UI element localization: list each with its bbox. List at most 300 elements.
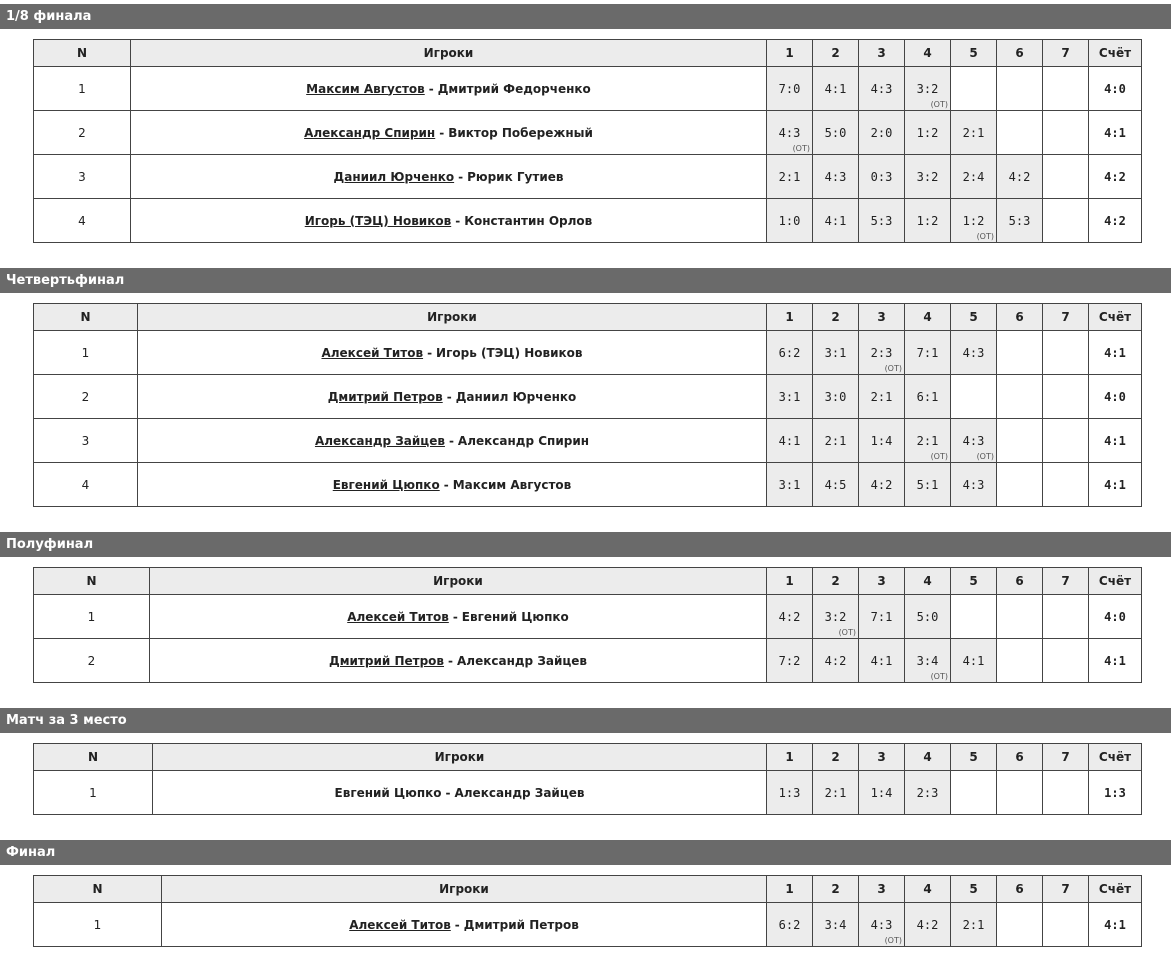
game-score [767, 595, 813, 639]
player-winner-link[interactable]: Дмитрий Петров [327, 389, 443, 404]
game-score-value: 2:1 [824, 785, 847, 800]
game-score-value: 4:1 [962, 653, 985, 668]
game-score [813, 331, 859, 375]
match-players [131, 111, 767, 155]
game-score-value: 4:1 [824, 81, 847, 96]
header-game: 4 [905, 744, 951, 771]
series-score: 4:1 [1089, 419, 1142, 463]
header-game: 3 [859, 40, 905, 67]
game-score [1043, 67, 1089, 111]
game-score-value: 3:2 [916, 81, 939, 96]
game-score [767, 331, 813, 375]
header-game: 7 [1043, 876, 1089, 903]
results-table [33, 743, 1142, 815]
game-score [767, 199, 813, 243]
game-score-value: 4:5 [824, 477, 847, 492]
game-score [859, 595, 905, 639]
section-title: 1/8 финала [0, 4, 1171, 29]
game-score [905, 639, 951, 683]
player-opponent: Александр Спирин [457, 433, 590, 448]
game-score-value: 5:3 [870, 213, 893, 228]
header-n: N [34, 744, 153, 771]
game-score [813, 67, 859, 111]
table-row [34, 331, 1142, 375]
match-number: 1 [34, 595, 150, 639]
game-score-value: 0:3 [870, 169, 893, 184]
header-game: 1 [767, 568, 813, 595]
series-score: 4:2 [1089, 199, 1142, 243]
game-score-value: 5:0 [824, 125, 847, 140]
game-score-value: 3:1 [778, 477, 801, 492]
game-score-value: 2:0 [870, 125, 893, 140]
game-score [905, 67, 951, 111]
table-row [34, 771, 1142, 815]
game-score [1043, 331, 1089, 375]
game-score-value: 2:3 [870, 345, 893, 360]
game-score-value: 4:3 [962, 345, 985, 360]
game-score [813, 903, 859, 947]
series-score: 4:0 [1089, 375, 1142, 419]
header-game: 2 [813, 744, 859, 771]
game-score [905, 155, 951, 199]
table-row [34, 639, 1142, 683]
game-score [1043, 903, 1089, 947]
match-number: 1 [34, 771, 153, 815]
overtime-badge: (ОТ) [884, 936, 902, 945]
header-score: Счёт [1089, 304, 1142, 331]
game-score-value: 4:3 [962, 433, 985, 448]
player-winner-link[interactable]: Алексей Титов [321, 345, 424, 360]
match-players [131, 199, 767, 243]
header-game: 6 [997, 40, 1043, 67]
game-score [951, 419, 997, 463]
game-score [767, 419, 813, 463]
series-score: 4:2 [1089, 155, 1142, 199]
match-players [138, 463, 767, 507]
game-score [951, 67, 997, 111]
game-score-value: 3:4 [824, 917, 847, 932]
player-winner-link[interactable]: Александр Зайцев [314, 433, 445, 448]
header-players: Игроки [150, 568, 767, 595]
section-title: Финал [0, 840, 1171, 865]
overtime-badge: (ОТ) [792, 144, 810, 153]
game-score [767, 67, 813, 111]
header-game: 5 [951, 876, 997, 903]
game-score [813, 199, 859, 243]
player-opponent: Александр Зайцев [457, 653, 587, 668]
separator: - [454, 917, 460, 932]
series-score: 4:1 [1089, 463, 1142, 507]
header-game: 6 [997, 744, 1043, 771]
header-score: Счёт [1089, 876, 1142, 903]
game-score [997, 771, 1043, 815]
game-score [905, 419, 951, 463]
player-winner-link[interactable]: Максим Августов [306, 81, 425, 96]
game-score [905, 595, 951, 639]
game-score-value: 6:2 [778, 345, 801, 360]
game-score-value: 4:1 [778, 433, 801, 448]
player-winner-link[interactable]: Игорь (ТЭЦ) Новиков [304, 213, 452, 228]
separator: - [446, 389, 452, 404]
match-number: 3 [34, 155, 131, 199]
header-n: N [34, 304, 138, 331]
table-row [34, 199, 1142, 243]
header-game: 6 [997, 568, 1043, 595]
game-score [813, 375, 859, 419]
header-game: 5 [951, 40, 997, 67]
header-game: 7 [1043, 40, 1089, 67]
game-score [813, 639, 859, 683]
game-score [859, 375, 905, 419]
game-score-value: 4:1 [870, 653, 893, 668]
section [0, 708, 1171, 816]
game-score-value: 4:3 [870, 81, 893, 96]
match-number: 4 [34, 199, 131, 243]
game-score [859, 67, 905, 111]
game-score [859, 419, 905, 463]
game-score-value: 1:2 [962, 213, 985, 228]
game-score [767, 375, 813, 419]
game-score [951, 639, 997, 683]
game-score [859, 111, 905, 155]
header-game: 7 [1043, 744, 1089, 771]
game-score-value: 4:2 [778, 609, 801, 624]
game-score-value: 3:1 [778, 389, 801, 404]
match-players [138, 331, 767, 375]
player-winner-link[interactable]: Алексей Титов [349, 917, 451, 932]
header-game: 5 [951, 744, 997, 771]
header-game: 4 [905, 876, 951, 903]
game-score-value: 1:4 [870, 433, 893, 448]
separator: - [448, 433, 454, 448]
game-score [905, 111, 951, 155]
table-row [34, 155, 1142, 199]
series-score: 4:1 [1089, 639, 1142, 683]
game-score-value: 4:3 [824, 169, 847, 184]
game-score [997, 331, 1043, 375]
game-score-value: 3:1 [824, 345, 847, 360]
player-opponent: Константин Орлов [464, 213, 593, 228]
player-opponent: Даниил Юрченко [455, 389, 577, 404]
header-n: N [34, 876, 162, 903]
game-score [951, 155, 997, 199]
game-score [813, 595, 859, 639]
game-score-value: 2:1 [916, 433, 939, 448]
section-title: Матч за 3 место [0, 708, 1171, 733]
header-score: Счёт [1089, 744, 1142, 771]
results-table [33, 567, 1142, 683]
game-score-value: 3:0 [824, 389, 847, 404]
player-opponent: Дмитрий Федорченко [437, 81, 591, 96]
game-score [905, 771, 951, 815]
game-score-value: 5:0 [916, 609, 939, 624]
game-score-value: 3:4 [916, 653, 939, 668]
separator: - [448, 653, 453, 668]
game-score [1043, 771, 1089, 815]
game-score-value: 3:2 [916, 169, 939, 184]
game-score [997, 111, 1043, 155]
game-score-value: 4:2 [916, 917, 939, 932]
game-score [997, 419, 1043, 463]
game-score-value: 4:2 [870, 477, 893, 492]
match-players [138, 375, 767, 419]
header-players: Игроки [138, 304, 767, 331]
table-row [34, 595, 1142, 639]
separator: - [455, 213, 461, 228]
section-title: Четвертьфинал [0, 268, 1171, 293]
game-score [905, 199, 951, 243]
game-score [859, 155, 905, 199]
game-score [859, 639, 905, 683]
match-players [150, 595, 767, 639]
header-game: 2 [813, 304, 859, 331]
table-row [34, 375, 1142, 419]
series-score: 4:0 [1089, 67, 1142, 111]
game-score [1043, 595, 1089, 639]
results-table [33, 39, 1142, 243]
match-number: 3 [34, 419, 138, 463]
game-score [1043, 419, 1089, 463]
header-game: 3 [859, 304, 905, 331]
header-game: 5 [951, 304, 997, 331]
header-game: 4 [905, 568, 951, 595]
header-n: N [34, 568, 150, 595]
results-table [33, 303, 1142, 507]
series-score: 4:1 [1089, 903, 1142, 947]
game-score-value: 4:1 [824, 213, 847, 228]
game-score [905, 463, 951, 507]
player-winner-link[interactable]: Александр Спирин [304, 125, 436, 140]
player-opponent: Дмитрий Петров [463, 917, 579, 932]
game-score [951, 463, 997, 507]
game-score [767, 903, 813, 947]
header-n: N [34, 40, 131, 67]
series-score: 4:0 [1089, 595, 1142, 639]
header-game: 3 [859, 568, 905, 595]
player-winner-link[interactable]: Евгений Цюпко [332, 477, 440, 492]
game-score [997, 595, 1043, 639]
player-opponent: Рюрик Гутиев [467, 169, 564, 184]
game-score-value: 2:1 [824, 433, 847, 448]
game-score [1043, 111, 1089, 155]
game-score [951, 375, 997, 419]
match-players [131, 67, 767, 111]
game-score-value: 6:1 [916, 389, 939, 404]
game-score [859, 199, 905, 243]
table-row [34, 463, 1142, 507]
header-game: 7 [1043, 304, 1089, 331]
overtime-badge: (ОТ) [976, 452, 994, 461]
match-number: 2 [34, 375, 138, 419]
overtime-badge: (ОТ) [930, 452, 948, 461]
series-score: 1:3 [1089, 771, 1142, 815]
section [0, 268, 1171, 508]
series-score: 4:1 [1089, 331, 1142, 375]
game-score-value: 2:3 [916, 785, 939, 800]
game-score-value: 1:4 [870, 785, 893, 800]
game-score-value: 2:1 [962, 125, 985, 140]
game-score-value: 5:1 [916, 477, 939, 492]
match-players [131, 155, 767, 199]
player-winner-link: Евгений Цюпко [334, 785, 442, 800]
separator: - [439, 125, 445, 140]
player-winner-link[interactable]: Даниил Юрченко [333, 169, 455, 184]
game-score [951, 903, 997, 947]
player-opponent: Виктор Побережный [448, 125, 593, 140]
separator: - [428, 81, 434, 96]
separator: - [443, 477, 449, 492]
table-row [34, 419, 1142, 463]
game-score [813, 111, 859, 155]
header-game: 7 [1043, 568, 1089, 595]
header-game: 6 [997, 876, 1043, 903]
header-game: 1 [767, 304, 813, 331]
game-score [767, 463, 813, 507]
header-game: 1 [767, 744, 813, 771]
game-score-value: 4:3 [870, 917, 893, 932]
match-number: 1 [34, 331, 138, 375]
player-opponent: Евгений Цюпко [461, 609, 569, 624]
game-score-value: 2:4 [962, 169, 985, 184]
results-table [33, 875, 1142, 947]
game-score [905, 903, 951, 947]
game-score [905, 331, 951, 375]
game-score-value: 7:0 [778, 81, 801, 96]
game-score-value: 4:3 [962, 477, 985, 492]
header-score: Счёт [1089, 568, 1142, 595]
game-score-value: 7:1 [870, 609, 893, 624]
game-score [997, 375, 1043, 419]
header-score: Счёт [1089, 40, 1142, 67]
separator: - [427, 345, 433, 360]
game-score [813, 419, 859, 463]
game-score [997, 199, 1043, 243]
table-row [34, 903, 1142, 947]
match-players [153, 771, 767, 815]
player-opponent: Александр Зайцев [454, 785, 585, 800]
header-game: 1 [767, 876, 813, 903]
game-score [859, 331, 905, 375]
game-score-value: 4:3 [778, 125, 801, 140]
overtime-badge: (ОТ) [930, 672, 948, 681]
section [0, 532, 1171, 684]
header-players: Игроки [131, 40, 767, 67]
header-game: 6 [997, 304, 1043, 331]
separator: - [445, 785, 451, 800]
table-row [34, 111, 1142, 155]
game-score-value: 7:2 [778, 653, 801, 668]
player-opponent: Максим Августов [452, 477, 572, 492]
match-number: 1 [34, 903, 162, 947]
game-score [1043, 639, 1089, 683]
match-players [138, 419, 767, 463]
overtime-badge: (ОТ) [884, 364, 902, 373]
match-players [150, 639, 767, 683]
game-score-value: 1:2 [916, 213, 939, 228]
match-players [162, 903, 767, 947]
separator: - [458, 169, 464, 184]
game-score [997, 155, 1043, 199]
game-score [997, 67, 1043, 111]
game-score [813, 155, 859, 199]
header-game: 2 [813, 568, 859, 595]
game-score-value: 4:2 [1008, 169, 1031, 184]
game-score [767, 111, 813, 155]
match-number: 2 [34, 639, 150, 683]
game-score [859, 903, 905, 947]
game-score [951, 771, 997, 815]
section [0, 840, 1171, 948]
game-score-value: 2:1 [962, 917, 985, 932]
game-score-value: 7:1 [916, 345, 939, 360]
game-score-value: 1:3 [778, 785, 801, 800]
game-score [905, 375, 951, 419]
game-score [951, 595, 997, 639]
game-score [859, 771, 905, 815]
game-score-value: 1:0 [778, 213, 801, 228]
game-score-value: 2:1 [870, 389, 893, 404]
game-score [859, 463, 905, 507]
game-score [767, 771, 813, 815]
game-score [997, 463, 1043, 507]
section-title: Полуфинал [0, 532, 1171, 557]
game-score [951, 111, 997, 155]
header-game: 4 [905, 40, 951, 67]
game-score-value: 2:1 [778, 169, 801, 184]
overtime-badge: (ОТ) [976, 232, 994, 241]
header-game: 4 [905, 304, 951, 331]
game-score [997, 639, 1043, 683]
header-game: 3 [859, 876, 905, 903]
game-score-value: 4:2 [824, 653, 847, 668]
header-game: 5 [951, 568, 997, 595]
header-game: 1 [767, 40, 813, 67]
game-score-value: 5:3 [1008, 213, 1031, 228]
game-score [767, 639, 813, 683]
game-score [1043, 199, 1089, 243]
table-row [34, 67, 1142, 111]
separator: - [452, 609, 458, 624]
header-game: 3 [859, 744, 905, 771]
header-players: Игроки [153, 744, 767, 771]
series-score: 4:1 [1089, 111, 1142, 155]
player-opponent: Игорь (ТЭЦ) Новиков [436, 345, 583, 360]
game-score [997, 903, 1043, 947]
header-game: 2 [813, 876, 859, 903]
game-score-value: 6:2 [778, 917, 801, 932]
game-score [813, 463, 859, 507]
game-score [951, 199, 997, 243]
player-winner-link[interactable]: Дмитрий Петров [329, 653, 445, 668]
game-score [813, 771, 859, 815]
game-score [767, 155, 813, 199]
header-players: Игроки [162, 876, 767, 903]
game-score-value: 1:2 [916, 125, 939, 140]
game-score [951, 331, 997, 375]
game-score [1043, 463, 1089, 507]
player-winner-link[interactable]: Алексей Титов [347, 609, 449, 624]
match-number: 4 [34, 463, 138, 507]
game-score [1043, 375, 1089, 419]
match-number: 2 [34, 111, 131, 155]
header-game: 2 [813, 40, 859, 67]
overtime-badge: (ОТ) [838, 628, 856, 637]
match-number: 1 [34, 67, 131, 111]
game-score [1043, 155, 1089, 199]
section [0, 4, 1171, 244]
overtime-badge: (ОТ) [930, 100, 948, 109]
game-score-value: 3:2 [824, 609, 847, 624]
